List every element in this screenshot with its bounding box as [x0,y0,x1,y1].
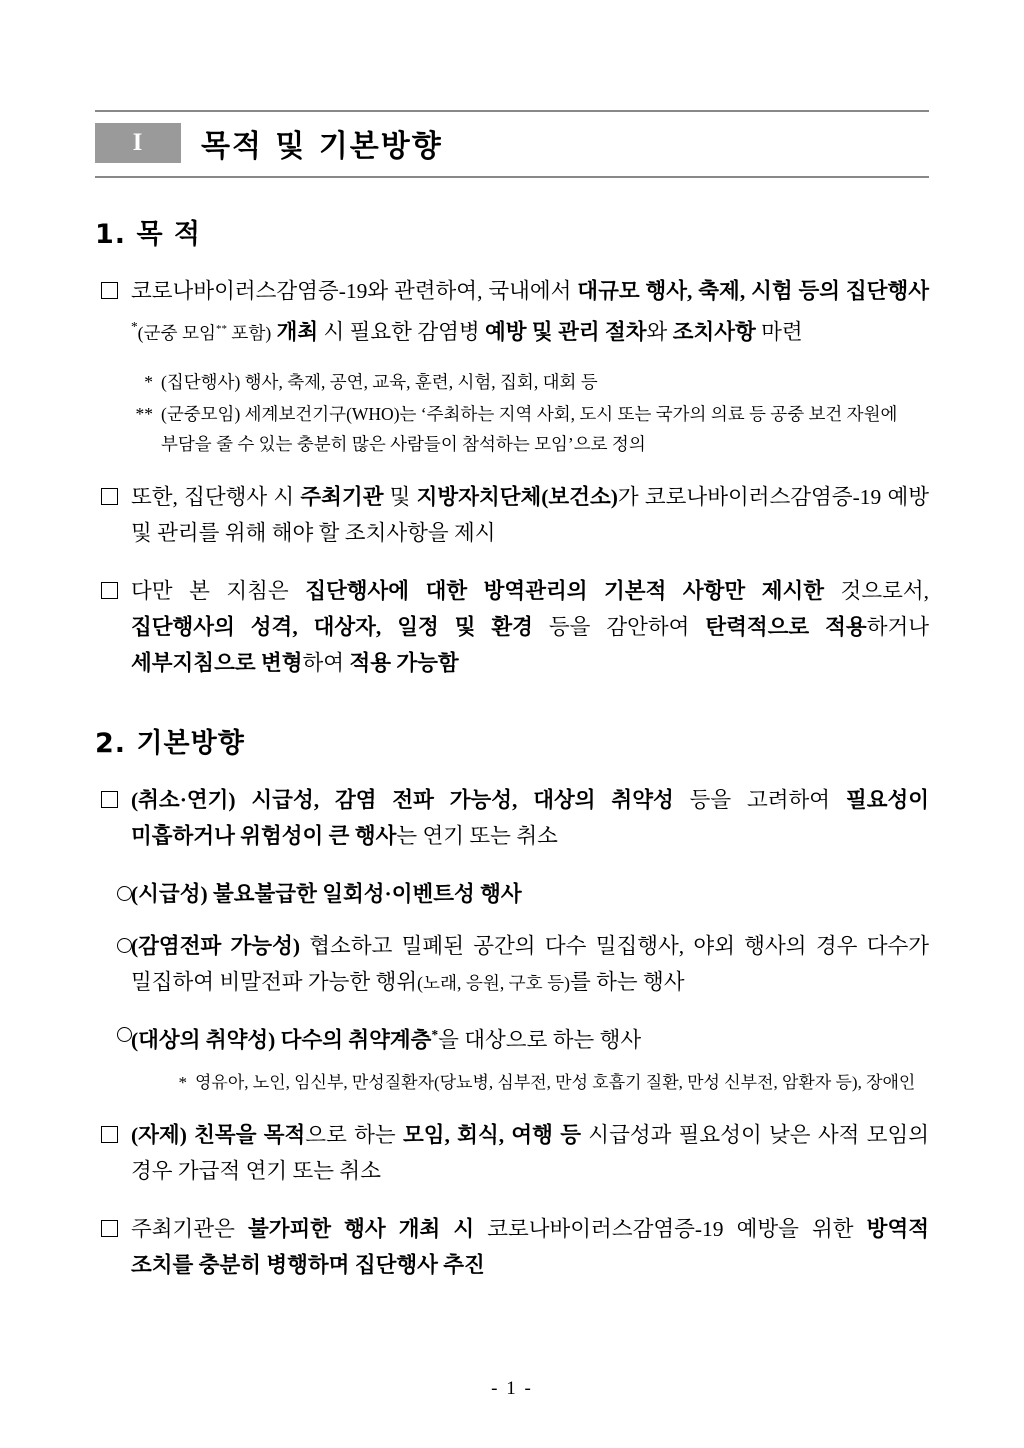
page-number: - 1 - [491,1378,533,1399]
list-item-text: 주최기관은 불가피한 행사 개최 시 코로나바이러스감염증-19 예방을 위한 방역적 조치를 충분히 병행하며 집단행사 추진 [131,1217,929,1278]
list-item-text: 코로나바이러스감염증-19와 관련하여, 국내에서 대규모 행사, 축제, 시험 등의 집단행사*(군중 모임** 포함) 개최 시 필요한 감염병 예방 및 관리 절차와 조치사항 마련 [131,279,929,345]
footnote-marker: * [178,1073,187,1093]
square-bullet-icon [95,782,131,818]
section-heading-2: 2. 기본방향 [95,728,245,760]
list-item-text: 또한, 집단행사 시 주최기관 및 지방자치단체(보건소)가 코로나바이러스감염증-19 예방 및 관리를 위해 해야 할 조치사항을 제시 [131,485,929,546]
chapter-number: I [95,123,181,163]
square-bullet-icon [95,573,131,609]
footnote-marker: ** [135,404,153,425]
list-item [95,1211,929,1283]
square-bullet-icon [95,273,131,309]
footnote [131,399,929,459]
list-item [95,479,929,551]
footnote-text: (집단행사) 행사, 축제, 공연, 교육, 훈련, 시험, 집회, 대회 등 [161,372,598,393]
list-item-text: (자제) 친목을 목적으로 하는 모임, 회식, 여행 등 시급성과 필요성이 낮은 사적 모임의 경우 가급적 연기 또는 취소 [131,1123,930,1184]
footnote-block-1 [131,367,929,459]
footnote-marker: * [144,372,153,393]
circle-bullet-icon [95,876,131,912]
footnote-block-2 [165,1068,929,1097]
circle-bullet-icon [95,928,131,964]
list-item [95,928,929,1001]
list-item-text: (대상의 취약성) 다수의 취약계층*을 대상으로 하는 행사 [131,1027,642,1053]
section-heading-1: 1. 목 적 [95,219,202,250]
list-item-text: (시급성) 불요불급한 일회성·이벤트성 행사 [131,882,522,907]
list-item [95,1017,929,1058]
circle-bullet-icon [95,1017,131,1053]
list-item [95,273,929,351]
footnote-text: 영유아, 노인, 임신부, 만성질환자(당뇨병, 심부전, 만성 호흡기 질환, 만성 신부전, 암환자 등), 장애인 [195,1073,916,1093]
chapter-title: 목적 및 기본방향 [201,129,443,164]
list-item-text: (감염전파 가능성) 협소하고 밀폐된 공간의 다수 밀집행사, 야외 행사의 경우 다수가 밀집하여 비말전파 가능한 행위(노래, 응원, 구호 등)를 하는 행사 [131,934,930,995]
footnote-text: (군중모임) 세계보건기구(WHO)는 ‘주최하는 지역 사회, 도시 또는 국가의 의료 등 공중 보건 자원에 부담을 줄 수 있는 충분히 많은 사람들이 참석하는 모임’으로 정의 [161,404,898,455]
square-bullet-icon [95,1211,131,1247]
chapter-header [95,110,929,178]
list-item [95,782,929,854]
list-item [95,876,929,912]
list-item-text: 다만 본 지침은 집단행사에 대한 방역관리의 기본적 사항만 제시한 것으로서, 집단행사의 성격, 대상자, 일정 및 환경 등을 감안하여 탄력적으로 적용하거나 세부지침으로 변형하여 적용 가능함 [131,579,930,676]
square-bullet-icon [95,1117,131,1153]
list-item [95,573,929,681]
footnote [165,1068,929,1097]
list-item [95,1117,929,1189]
list-item-text: (취소·연기) 시급성, 감염 전파 가능성, 대상의 취약성 등을 고려하여 필요성이 미흡하거나 위험성이 큰 행사는 연기 또는 취소 [131,788,930,849]
square-bullet-icon [95,479,131,515]
footnote [131,367,929,397]
